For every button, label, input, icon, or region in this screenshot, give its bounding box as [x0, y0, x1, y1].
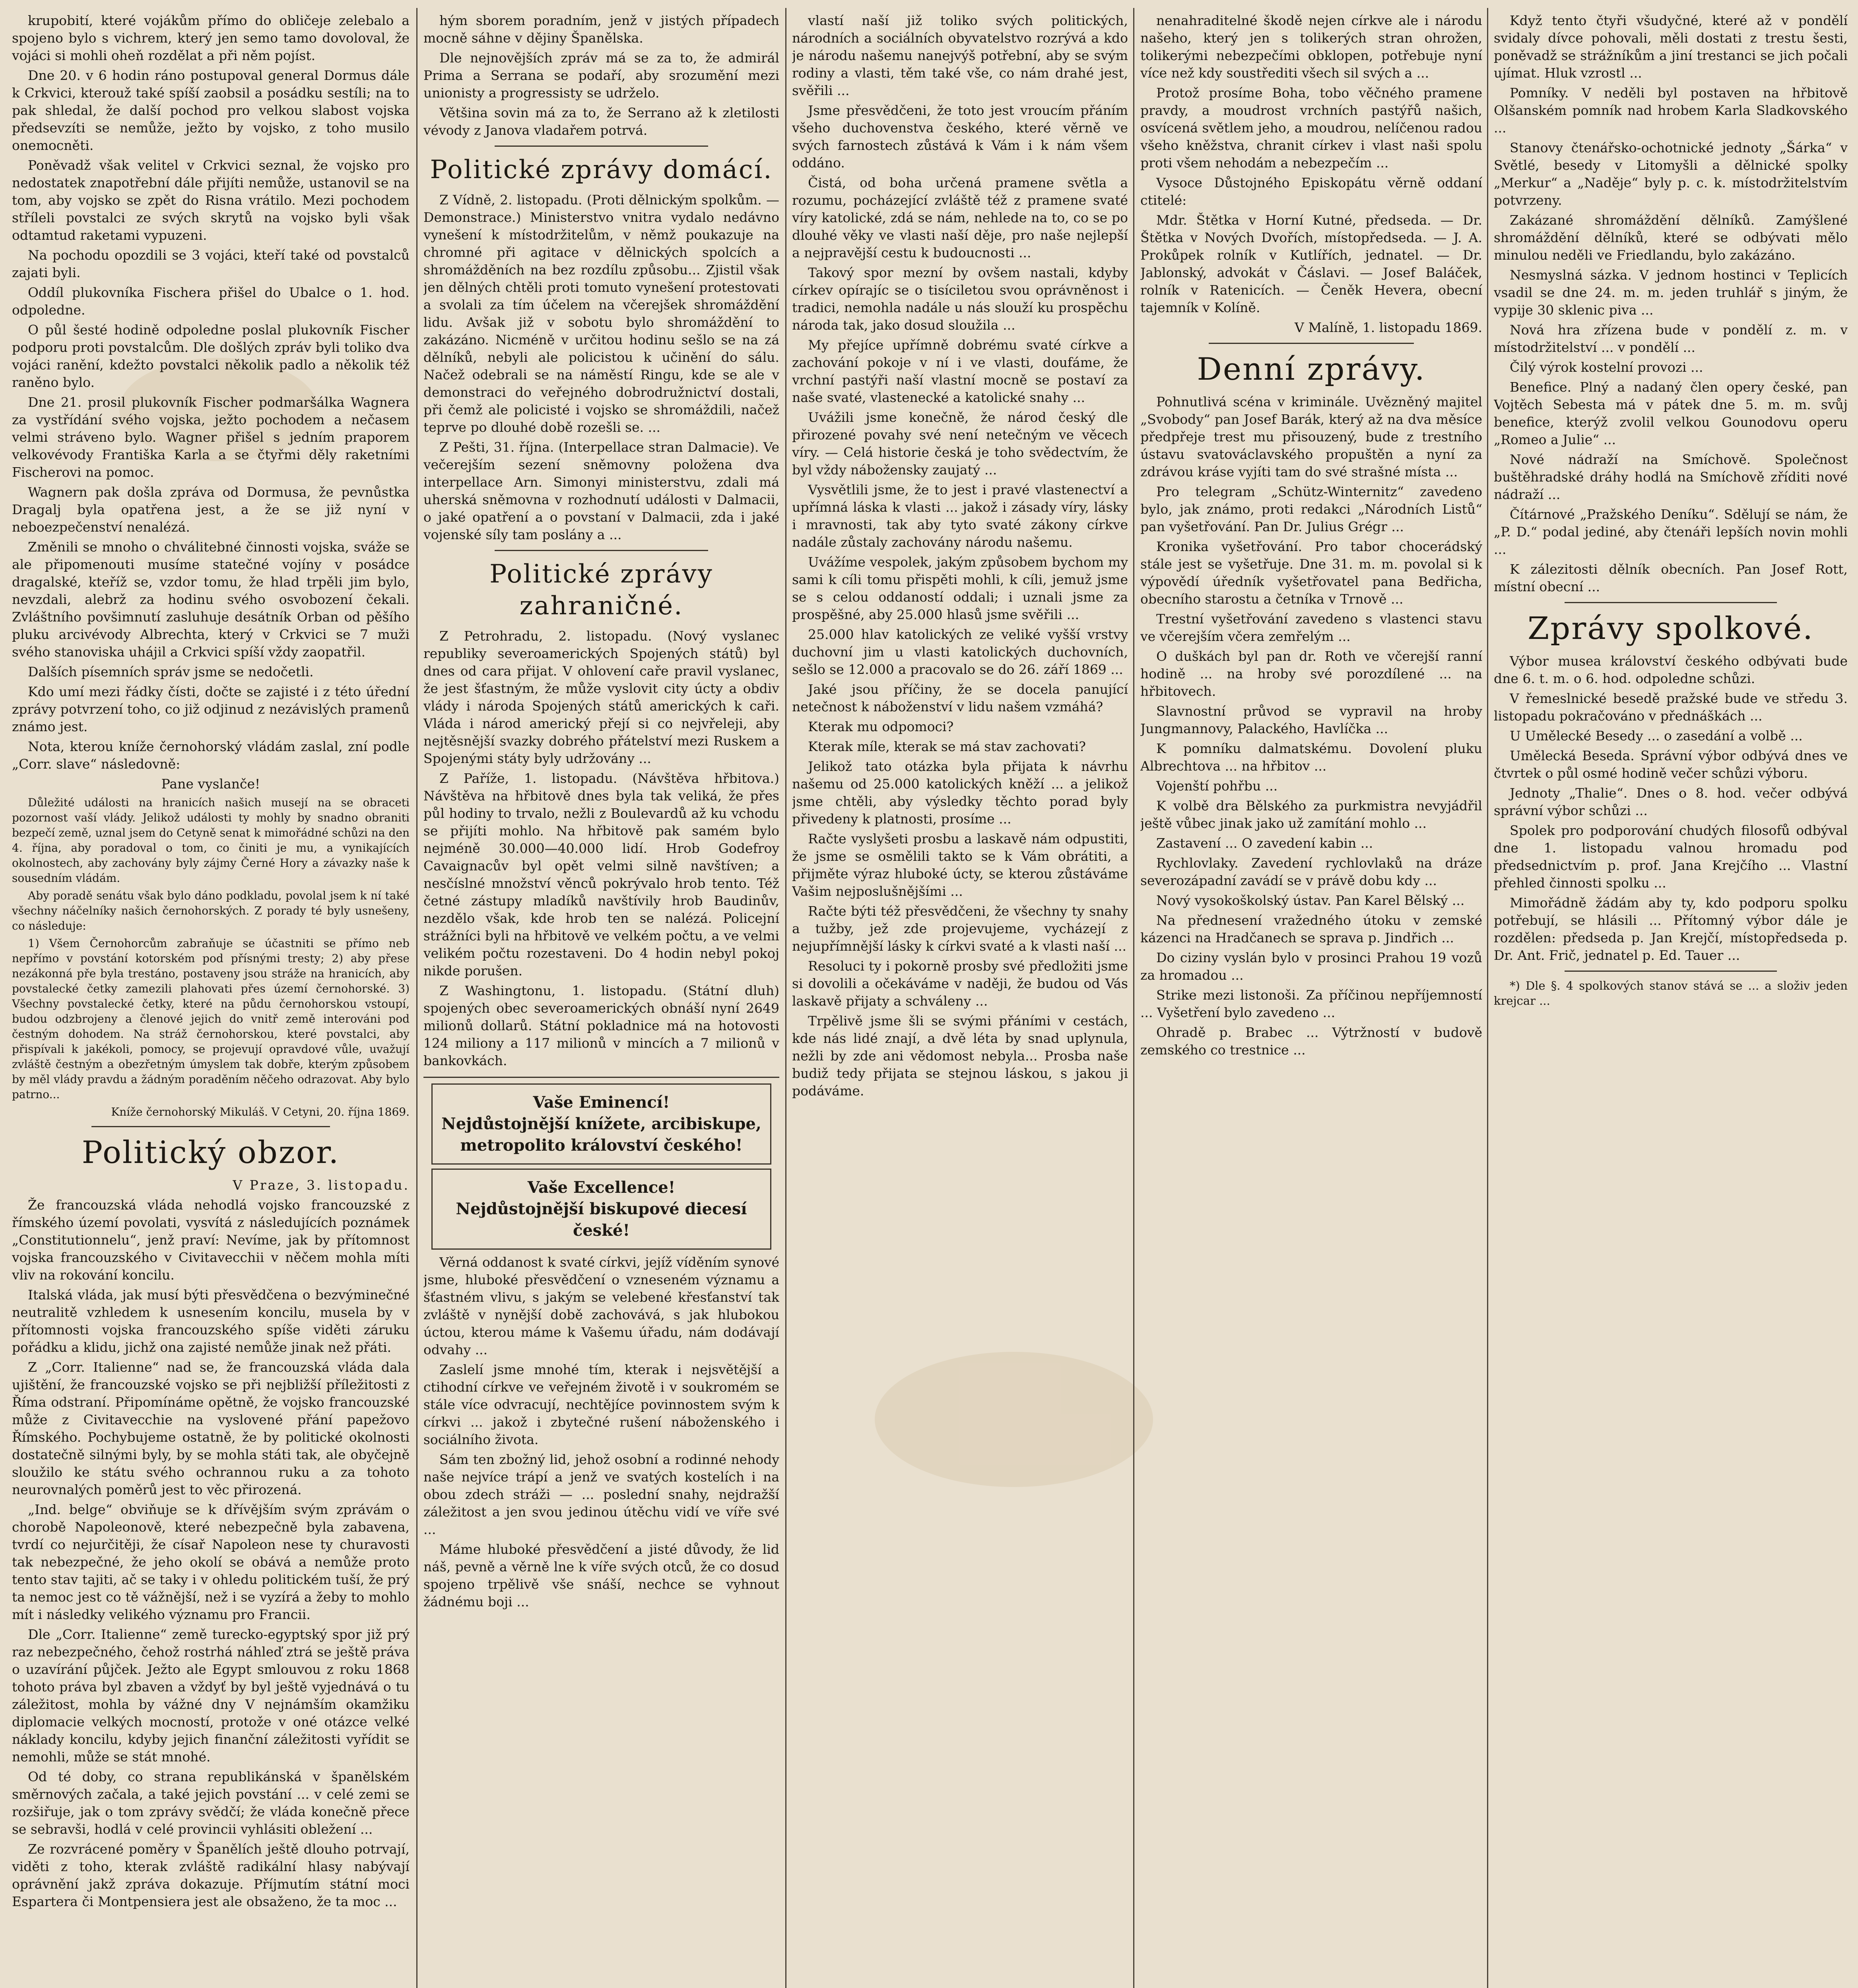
column-rule — [1133, 8, 1134, 1988]
paragraph: Z Petrohradu, 2. listopadu. (Nový vyslanec republiky severoamerických Spojených států) byl dnes od cara přijat. V ohlovení caře pravil vyslanec, že jest šťastným, že může vyslovit city úcty a obdiv vlády i národa Spojených států amerických k caři. Vláda i národ americký přejí si co nejvřeleji, aby nejtěsnější svazky dobrého přátelství mezi Ruskem a Spojenými státy byly udržovány ... — [423, 628, 779, 766]
paragraph: Uvážili jsme konečně, že národ český dle přirozené povahy své není netečným ve věcech víry. — Celá historie česká je toho svědectvím, že byl vždy nábožensky zaujatý ... — [792, 410, 1128, 478]
address-heading: Vaše Eminencí! Nejdůstojnější knížete, arcibiskupe, metropolito království českého! — [431, 1083, 771, 1165]
paragraph: Jsme přesvědčeni, že toto jest vroucím přáním všeho duchovenstva českého, které věrně ve svých farnostech zůstává k Vám i k nám všem oddáno. — [792, 103, 1128, 171]
footnote: *) Dle §. 4 spolkových stanov stává se ... a složiv jeden krejcar ... — [1494, 979, 1848, 1008]
section-heading: Politický obzor. — [82, 1135, 340, 1171]
paragraph: K pomníku dalmatskému. Dovolení pluku Albrechtova ... na hřbitov ... — [1140, 741, 1482, 774]
paragraph: Z Paříže, 1. listopadu. (Návštěva hřbitova.) Návštěva na hřbitově dnes byla tak veliká, že přes půl hodiny to trvalo, nežli z Boulevardů až ku vchodu se přijíti mohlo. Na hřbitově pak samém bylo nejméně 30.000—40.000 lidí. Hrob Godefroy Cavaignacův byl opět velmi silně navštíven; a nesčíslné množství věnců pokrývalo hrob tento. Též četné zástupy mladíků navštívily hrob Baudinův, nezdělo však, kde hrob ten se nalézá. Policejní strážníci byli na hřbitově ve velkém počtu, a ve velmi velikém počtu rozestaveni. Do 4 hodin nebyl pokoj nikde porušen. — [423, 771, 779, 978]
paragraph: Máme hluboké přesvědčení a jisté důvody, že lid náš, pevně a věrně lne k víře svých otců, že co dosud spojeno trpělivě vše snáší, nechce se vyhnout žádnému boji ... — [423, 1541, 779, 1609]
paragraph: Čistá, od boha určená pramene světla a rozumu, pocházející zvláště též z pramene svaté víry katolické, zdá se nám, nehlede na to, co se po dlouhé věky ve vlasti naší děje, pro naše nejlepší a nejpravější cestu k budoucnosti ... — [792, 175, 1128, 260]
section-heading: Denní zprávy. — [1197, 351, 1426, 387]
paragraph: Račte vyslyšeti prosbu a laskavě nám odpustiti, že jsme se osmělili takto se k Vám obrátiti, a přijměte výraz hluboké úcty, se kterou zůstáváme Vašim nejposlušnějšími ... — [792, 831, 1128, 899]
paragraph: Důležité události na hranicích našich musejí na se obraceti pozornost vaší vlády. Jelikož události ty mohly by snadno obraniti bezpečí země, uznal jsem do Cetyně senat k mimořádné schůzi na den 4. října, aby poradoval o tom, co činiti je mu, a vynikajících okolnostech, aby zachovány byly zájmy Černé Hory a závazky naše k sousedním vládám. — [12, 796, 410, 885]
paragraph: Pro telegram „Schütz-Winternitz“ zavedeno bylo, jak známo, proti redakci „Národních Listů“ pan vyšetřování. Pan Dr. Julius Grégr ... — [1140, 484, 1482, 534]
paragraph: Ze rozvrácené poměry v Španělích ještě dlouho potrvají, viděti z toho, kterak zvláště radikální hlasy nabývají oprávnění jakž zpráva dokazuje. Příjmutím státní moci Espartera či Montpensiera jest ale obsaženo, že ta moc ... — [12, 1841, 410, 1909]
paragraph: Spolek pro podporování chudých filosofů odbýval dne 1. listopadu valnou hromadu pod předsednictvím p. prof. Jana Krejčího ... Vlastní přehled činnosti spolku ... — [1494, 823, 1848, 891]
paragraph: Pomníky. V neděli byl postaven na hřbitově Olšanském pomník nad hrobem Karla Sladkovského ... — [1494, 85, 1848, 136]
paragraph: Oddíl plukovníka Fischera přišel do Ubalce o 1. hod. odpoledne. — [12, 285, 410, 318]
paragraph: „Ind. belge“ obviňuje se k dřívějším svým zprávám o chorobě Napoleonově, které nebezpečně byla zabavena, tvrdí co nejurčitěji, že císař Napoleon nese ty churavosti tak nebezpečné, že jeho okolí se obává a nemůže proto tento stav tajiti, ač se taky i v ohledu politickém tuší, že prý ta nemoc jest co tě vážnější, než i se vyzírá a žeby to mohlo mít i následky velikého významu pro Francii. — [12, 1502, 410, 1622]
question: Kterak míle, kterak se má stav zachovati? — [808, 739, 1086, 754]
paragraph: Dalších písemních správ jsme se nedočetli. — [28, 664, 314, 679]
paragraph: Když tento čtyři všudyčné, které až v pondělí svidaly dívce pohovali, měli dostati z trestu šesti, poněvadž se strážníkům a jiní trestanci se jich počali ujímat. Hluk vzrostl ... — [1494, 13, 1848, 81]
dateline: V Malíně, 1. listopadu 1869. — [1295, 320, 1482, 335]
footnote-divider — [1565, 971, 1777, 972]
paragraph: Sám ten zbožný lid, jehož osobní a rodinné nehody naše nejvíce trápí a jenž ve svatých kostelích i na obou zdech stráži — ... poslední snahy, nejdražší záležitost a jen svou jedinou útěchu vidí ve víře své ... — [423, 1452, 779, 1537]
section-divider — [495, 146, 708, 147]
column-1 — [12, 12, 410, 1988]
paragraph: vlastí naší již toliko svých politických, národních a sociálních obyvatelstvo rozrývá a kdo je národu našemu nanejvýš potřební, aby se svým rodiny a vlasti, těm také vše, co nám drahé jest, svěřili ... — [792, 13, 1128, 98]
column-3 — [792, 12, 1128, 1988]
paragraph: Z Washingtonu, 1. listopadu. (Státní dluh) spojených obec severoamerických obnáší nyní 2649 milionů dollarů. Státní pokladnice má na hotovosti 124 miliony a 117 milionů v mincích a 7 milionů v bankovkách. — [423, 983, 779, 1068]
paragraph: Z Vídně, 2. listopadu. (Proti dělnickým spolkům. — Demonstrace.) Ministerstvo vnitra vydalo nedávno vynešení k místodržitelům, v němž poukazuje na chromné při agitace v dělnických spolcích a shromážděních na bez rozdílu způsobu... Zjistil však jen dělných chtěli proti tomuto vynešení protestovati a svolali za tím účelem na včerejšek shromáždění lidu. Avšak již v sobotu bylo shromáždění to zakázáno. Nicméně v určitou hodinu sešlo se na zá dělníků, nebyli ale policistou k učinění do sálu. Načež odebrali se na náměstí Ringu, kde se ale v demonstraci do veřejného dobrodružnictví dostali, při čemž ale policisté i vojsko se shromáždili, načež teprve po dlouhé době rozešli se. ... — [423, 192, 779, 435]
paragraph: Rychlovlaky. Zavedení rychlovlaků na dráze severozápadní zavádí se v právě dobu kdy ... — [1140, 855, 1482, 888]
paragraph: Račte býti též přesvědčeni, že všechny ty snahy a tužby, jež zde projevujeme, vycházejí z nejupřímnější lásky k církvi svaté a k vlasti naší ... — [792, 903, 1128, 954]
paragraph: Z „Corr. Italienne“ nad se, že francouzská vláda dala ujištění, že francouzské vojsko se při nejbližší příležitosti z Říma odstraní. Připomínáme opětně, že vojsko francouzské může z Civitavecchie na vyslovené přání papežovo Římského. Pochybujeme ostatně, že by politické okolnosti dostatečně silnými byly, by se mohla státi tak, ale obyčejně sloužilo ke státu svého ochrannou ruku a za tohoto neurovnalých poměrů jest to věc přirozená. — [12, 1359, 410, 1497]
paragraph: Vojenští pohřbu ... — [1156, 778, 1278, 794]
section-divider — [91, 1126, 330, 1127]
paragraph: hým sborem poradním, jenž v jistých případech mocně sáhne v dějiny Španělska. — [423, 13, 779, 46]
column-4 — [1140, 12, 1482, 1988]
paragraph: Umělecká Beseda. Správní výbor odbývá dnes ve čtvrtek o půl osmé hodině večer schůzi výboru. — [1494, 748, 1848, 781]
paragraph: Resoluci ty i pokorně prosby své předložiti jsme si dovolili a očekáváme v naději, že budou od Vás laskavě přijaty a schváleny ... — [792, 958, 1128, 1009]
question: Jaké jsou příčiny, že se docela panující netečnost k náboženství v lidu našem vzmáhá? — [792, 681, 1128, 714]
paragraph: Takový spor mezní by ovšem nastali, kdyby církev opírajíc se o tisíciletou svou oprávněnost i tradici, nemohla nadále u nás slouží ku prospěchu národa tak, jako dosud sloužila ... — [792, 265, 1128, 333]
paragraph: Italská vláda, jak musí býti přesvědčena o bezvýminečné neutralitě vzhledem k usnesením koncilu, musela by v přítomnosti vojska francouzského spíše viděti záruku pořádku a klidu, jichž ona zajisté nemůže jinak než přáti. — [12, 1287, 410, 1355]
paragraph: O půl šesté hodině odpoledne poslal plukovník Fischer podporu proti povstalcům. Dle došlých zpráv byli toliko dva vojáci ranění, kdežto povstalci několik padlo a několik též raněno bylo. — [12, 322, 410, 390]
paragraph: Dle „Corr. Italienne“ země turecko-egyptský spor již prý raz nebezpečného, čehož rostrhá náhleď ztrá se ještě práva o uzavírání půjček. Ježto ale Egypt smlouvou z roku 1868 tohoto práva byl zbaven a vždyť by byl ještě vyjednává o tu záležitost, mohla by vážné dny V nejnámším okamžiku diplomacie velkých mocností, protože v oné otázce velké náklady koncilu, kdyby jejich finanční záležitosti vyřídit se nemohli, může se stát mnohé. — [12, 1627, 410, 1765]
paragraph: Slavnostní průvod se vypravil na hroby Jungmannovy, Palackého, Havlíčka ... — [1140, 703, 1482, 736]
paragraph: Dne 20. v 6 hodin ráno postupoval general Dormus dále k Crkvici, kterouž také spíší zaobsil a posádku sestíli; na to pak shledal, že další pochod pro velkou slabost vojska předsevzíti se nemůže, ježto by vojsko, z toho musilo onemocněti. — [12, 68, 410, 153]
paragraph: K zálezitosti dělník obecních. Pan Josef Rott, místní obecní ... — [1494, 561, 1848, 594]
paragraph: Pohnutlivá scéna v kriminále. Uvězněný majitel „Svobody“ pan Josef Barák, který až na dva měsíce předpřeje trest mu přisouzený, bude z trestního ústavu svatováclavského propuštěn a nyní za zdrávou kráse vyjíti tam do své strašné místa ... — [1140, 394, 1482, 480]
paragraph: Zastavení ... O zavedení kabin ... — [1156, 835, 1373, 851]
paragraph: Výbor musea království českého odbývati bude dne 6. t. m. o 6. hod. odpoledne schůzi. — [1494, 653, 1848, 686]
section-divider — [1565, 602, 1777, 603]
section-heading: Politické zprávy domácí. — [430, 155, 773, 184]
paragraph: Zakázané shromáždění dělníků. Zamýšlené shromáždění dělníků, které se odbývati mělo minulou neděli ve Friedlandu, bylo zakázáno. — [1494, 212, 1848, 263]
paragraph: U Umělecké Besedy ... o zasedání a volbě ... — [1510, 728, 1803, 744]
section-heading: Politické zprávy zahraničné. — [489, 559, 713, 621]
paragraph: Od té doby, co strana republikánská v španělském směrnových začala, a také jejich povstání ... v celé zemi se rozšiřuje, jak o tom zprávy svědčí; že vláda konečně přece se sebravši, hodlá v celé provincii vyhlásiti obležení ... — [12, 1769, 410, 1837]
paragraph: Wagnern pak došla zpráva od Dormusa, že pevnůstka Dragalj byla opatřena jest, a že se již nyní v neboezpečenství nenalézá. — [12, 484, 410, 535]
question: Kterak mu odpomoci? — [808, 719, 954, 734]
paragraph: Na přednesení vražedného útoku v zemské kázenci na Hradčanech se sprava p. Jindřich ... — [1140, 912, 1482, 945]
paragraph: Trestní vyšetřování zavedeno s vlastenci stavu ve včerejším včera zemřelým ... — [1140, 611, 1482, 644]
column-2 — [423, 12, 779, 1988]
paragraph: Trpělivě jsme šli se svými přáními v cestách, kde nás lidé znají, a dvě léta by snad uplynula, nežli by zde ani vědomost nebyla... Prosba naše budiž tedy přijata se stejnou láskou, s jakou ji podáváme. — [792, 1013, 1128, 1099]
signature: Kníže černohorský Mikuláš. V Cetyni, 20. října 1869. — [111, 1105, 410, 1118]
paragraph: Kdo umí mezi řádky čísti, dočte se zajisté i z této úřední zprávy potvrzení toho, co již odjinud z nezávislých pramenů známo jest. — [12, 684, 410, 734]
paragraph: Čilý výrok kostelní provozi ... — [1510, 359, 1703, 375]
paragraph: Dle nejnovějších zpráv má se za to, že admirál Prima a Serrana se podaří, aby srozumění mezi unionisty a progressisty se udrželo. — [423, 50, 779, 101]
paragraph: Jelikož tato otázka byla přijata k návrhu našemu od 25.000 katolických kněží ... a jelikož jsme chtěli, aby výsledky těchto porad byly přivedeny k platnosti, prosíme ... — [792, 759, 1128, 827]
paragraph: Mimořádně žádám aby ty, kdo podporu spolku potřebují, se hlásili ... Přítomný výbor dále je rozdělen: předseda p. Jan Krejčí, místopředseda p. Dr. Ant. Frič, jednatel p. Ed. Tauer ... — [1494, 895, 1848, 963]
paragraph: My přejíce upřímně dobrému svaté církve a zachování pokoje v ní i ve vlasti, doufáme, že vrchní pastýři naší vlastní mocně se postaví za naše svaté, vlastenecké a katolické snahy ... — [792, 337, 1128, 405]
signatories: Mdr. Štětka v Horní Kutné, předseda. — Dr. Štětka v Nových Dvořích, místopředseda. — J. A. Prokůpek rolník v Kutlířích, jednatel. — Dr. Jablonský, advokát v Čáslavi. — Josef Baláček, rolník v Ratenicích. — Čeněk Hevera, obecní tajemník v Kolíně. — [1140, 212, 1482, 315]
paragraph: Vysoce Důstojného Episkopátu věrně oddaní ctitelé: — [1140, 175, 1482, 208]
column-rule — [1487, 8, 1488, 1988]
paragraph: Věrná oddanost k svaté církvi, jejíž víděním synové jsme, hluboké přesvědčení o vzneseném významu a šťastném vlivu, s jakým se velebené křesťanství tak zvláště v nynější době zachovává, s jak hlubokou úctou, kterou máme k Vašemu úřadu, nám dodávají odvahy ... — [423, 1254, 779, 1357]
paragraph: 1) Všem Černohorcům zabraňuje se účastniti se přímo neb nepřímo v povstání kotorském pod přísnými tresty; 2) aby přese nezákonná pře byla trestáno, postaveny jsou stráže na hranicích, aby povstalecké četky zamezili plahovati přes území černohorské. 3) Všechny povstalecké četky, které na půdu černohorskou vstoupí, budou odzbrojeny a členové jejich do vnitř země interováni pod čestným dohodem. Na stráž černohorskou, které povstalci, aby přispívali k jakékoli, pomocy, se projevují opravdové vůle, uvažují zvláště čestným a obezřetným úmyslem tak dobře, kterým způsobem by měl vlády pravdu a žádným poraděním něčeho odrazovat. Aby bylo patrno... — [12, 937, 410, 1101]
paragraph: Kronika vyšetřování. Pro tabor chocerádský stále jest se vyšetřuje. Dne 31. m. m. povolal si k výpovědí úředník vyšetřovatel pana Bedřicha, obecního starostu a četníka v Trnově ... — [1140, 539, 1482, 607]
address-heading: Vaše Excellence! Nejdůstojnější biskupové diecesí české! — [431, 1169, 771, 1250]
paragraph: Nové nádraží na Smíchově. Společnost buštěhradské dráhy hodlá na Smíchově zříditi nové nádraží ... — [1494, 452, 1848, 502]
paragraph: Ohradě p. Brabec ... Výtržností v budově zemského co trestnice ... — [1140, 1025, 1482, 1058]
paragraph: Většina sovin má za to, že Serrano až k zletilosti vévody z Janova vladařem potrvá. — [423, 105, 779, 138]
paragraph: nenahraditelné škodě nejen církve ale i národu našeho, který jen s tolikerých stran ohrožen, tolikerými nebezpečími obklopen, potřebuje nyní více než kdy soustřediti všech sil svých a ... — [1140, 13, 1482, 81]
paragraph: Změnili se mnoho o chválitebné činnosti vojska, sváže se ale připomenouti musíme statečné vojíny v posádce dragalské, kteříž se, vzdor tomu, že hlad trpěli jim bylo, nevzdali, alebrž za hodinu svého osvobození čekali. Zvláštního povšimnutí zasluhuje desátník Orban od pěšího pluku arcivévody Albrechta, který v Crkvici se 7 muži svého stanoviska uhájil a Crkvici spíší vždy zaopatřil. — [12, 539, 410, 660]
paragraph: Dne 21. prosil plukovník Fischer podmaršálka Wagnera za vystřídání svého vojska, ježto pochodem a nečasem velmi stráveno bylo. Wagner přišel s jedním praporem velkovévody Františka Karla a se čtyřmi děly raketními Fischerovi na pomoc. — [12, 394, 410, 480]
paragraph: Nota, kterou kníže černohorský vládám zaslal, zní podle „Corr. slave“ následovně: — [12, 739, 410, 772]
column-rule — [785, 8, 786, 1988]
paragraph: krupobití, které vojákům přímo do obličeje zelebalo a spojeno bylo s vichrem, který jen semo tamo dovoloval, že vojáci si mohli oheň rozdělat a při něm pojíst. — [12, 13, 410, 63]
paragraph: Stanovy čtenářsko-ochotnické jednoty „Šárka“ v Světlé, besedy v Litomyšli a dělnické spolky „Merkur“ a „Naděje“ byly p. c. k. místodržitelstvím potvrzeny. — [1494, 140, 1848, 208]
dateline: V Praze, 3. listopadu. — [233, 1177, 410, 1193]
paragraph: Poněvadž však velitel v Crkvici seznal, že vojsko pro nedostatek znapotřební dále přijíti nemůže, ustanovil se na tom, aby vojsko se zpět do Risna vrátilo. Mezi pochodem stříleli povstalci ze svých skrytů na vojsko byli však odtamtud raketami vypuzeni. — [12, 157, 410, 243]
salutation: Pane vyslanče! — [161, 776, 260, 792]
paragraph: Benefice. Plný a nadaný člen opery české, pan Vojtěch Sebesta má v pátek dne 5. m. m. svůj benefice, kterýž zvolil velkou Gounodovu operu „Romeo a Julie“ ... — [1494, 379, 1848, 447]
paragraph: Zaslelí jsme mnohé tím, kterak i nejsvětější a ctihodní církve ve veřejném životě i v soukromém se stále více odvracují, nechtějíce povinnostem svým k církvi ... jakož i zbytečné rušení náboženského i sociálního života. — [423, 1362, 779, 1447]
section-divider — [495, 550, 708, 551]
paragraph: Protož prosíme Boha, tobo věčného pramene pravdy, a moudrost vrchních pastýřů našich, osvícená světlem jeho, a moudrou, nelíčenou radou všeho kněžstva, chranit církev i vlast naši spolu proti všem nehodám a nebezpečím ... — [1140, 85, 1482, 171]
paragraph: O duškách byl pan dr. Roth ve včerejší ranní hodině ... na hroby své porozdílené ... na hřbitovech. — [1140, 648, 1482, 699]
paragraph: Do ciziny vyslán bylo v prosinci Prahou 19 vozů za hromadou ... — [1140, 950, 1482, 983]
paragraph: V řemeslnické besedě pražské bude ve středu 3. listopadu pokračováno v přednáškách ... — [1494, 691, 1848, 724]
paragraph: Nesmyslná sázka. V jednom hostinci v Teplicích vsadil se dne 24. m. m. jeden truhlář s jiným, že vypije 30 sklenic piva ... — [1494, 267, 1848, 318]
paragraph: Nový vysokoškolský ústav. Pan Karel Bělský ... — [1156, 893, 1465, 908]
paragraph: K volbě dra Bělského za purkmistra nevyjádřil ještě vůbec jinak jako už zamítání mohlo ... — [1140, 798, 1482, 831]
paragraph: Čítárnové „Pražského Deníku“. Sdělují se nám, že „P. D.“ podal jediné, aby čtenáři lepších novin mohli ... — [1494, 507, 1848, 557]
paragraph: Vysvětlili jsme, že to jest i pravé vlastenectví a upřímná láska k vlasti ... jakož i zásady víry, lásky i mravnosti, tak aby tyto svaté zákony církve nadále zůstaly zachovány národu našemu. — [792, 482, 1128, 550]
section-divider — [423, 1077, 779, 1078]
paragraph: Že francouzská vláda nehodlá vojsko francouzské z římského území povolati, vysvítá z následujících poznámek „Constitutionnelu“, jenž praví: Nevíme, jak by přítomnost vojska francouzského v Civitavecchii v něčem mohla míti vliv na rokování koncilu. — [12, 1197, 410, 1283]
column-rule — [416, 8, 417, 1988]
paragraph: Na pochodu opozdili se 3 vojáci, kteří také od povstalců zajati byli. — [12, 247, 410, 280]
section-heading: Zprávy spolkové. — [1528, 611, 1814, 646]
column-5 — [1494, 12, 1848, 1988]
paragraph: Z Pešti, 31. října. (Interpellace stran Dalmacie). Ve večerejším sezení sněmovny položena dva interpellace Arn. Simonyi ministerstvu, zdali má uherská sněmovna v rozhodnutí události v Dalmacii, o jaké opatření a o povstaní v Dalmacii, zda i jaké vojenské síly tam poslány a ... — [423, 439, 779, 542]
section-divider — [1209, 343, 1414, 344]
paragraph: Uvážíme vespolek, jakým způsobem bychom my sami k cíli tomu přispěti mohli, k cíli, jemuž jsme se s celou oddaností oddali; i uznali jsme za prospěšné, aby 25.000 hlasů jsme svěřili ... — [792, 554, 1128, 622]
paragraph: Strike mezi listonoši. Za příčinou nepříjemností ... Vyšetření bylo zavedeno ... — [1140, 987, 1482, 1020]
paragraph: Nová hra zřízena bude v pondělí z. m. v místodržitelství ... v pondělí ... — [1494, 322, 1848, 355]
paragraph: Jednoty „Thalie“. Dnes o 8. hod. večer odbývá správní výbor schůzi ... — [1494, 785, 1848, 818]
paragraph: Aby poradě senátu však bylo dáno podkladu, povolal jsem k ní také všechny náčelníky našich černohorských. Z porady té byly usnešeny, co následuje: — [12, 889, 410, 932]
paragraph: 25.000 hlav katolických ze veliké vyšší vrstvy duchovní jim u vlasti katolických duchovních, sešlo se 12.000 a pracovalo se do 26. září 1869 ... — [792, 627, 1128, 677]
